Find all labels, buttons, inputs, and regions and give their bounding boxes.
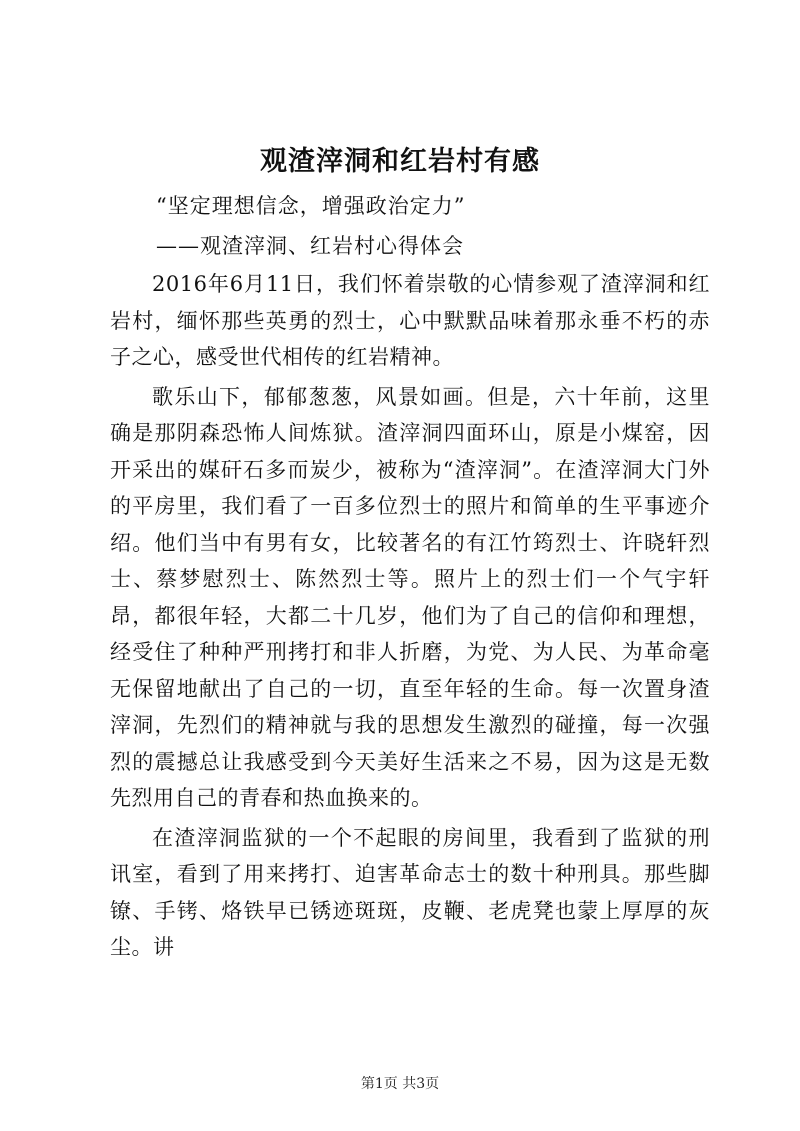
paragraph: 2016年6月11日，我们怀着崇敬的心情参观了渣滓洞和红岩村，缅怀那些英勇的烈士，心中默默品味着那永垂不朽的赤子之心，感受世代相传的红岩精神。: [110, 272, 710, 369]
paragraph: 在渣滓洞监狱的一个不起眼的房间里，我看到了监狱的刑讯室，看到了用来拷打、迫害革命志士的数十种刑具。那些脚镣、手铐、烙铁早已锈迹斑斑，皮鞭、老虎凳也蒙上厚厚的灰尘。讲: [110, 825, 710, 959]
paragraph: 歌乐山下，郁郁葱葱，风景如画。但是，六十年前，这里确是那阴森恐怖人间炼狱。渣滓洞四面环山，原是小煤窑，因开采出的媒矸石多而炭少，被称为“渣滓洞”。在渣滓洞大门外的平房里，我们看了一百多位烈士的照片和简单的生平事迹介绍。他们当中有男有女，比较著名的有江竹筠烈士、许晓轩烈士、蔡梦慰烈士、陈然烈士等。照片上的烈士们一个气宇轩昂，都很年轻，大都二十几岁，他们为了自己的信仰和理想，经受住了种种严刑拷打和非人折磨，为党、为人民、为革命毫无保留地献出了自己的一切，直至年轻的生命。每一次置身渣滓洞，先烈们的精神就与我的思想发生激烈的碰撞，每一次强烈的震撼总让我感受到今天美好生活来之不易，因为这是无数先烈用自己的青春和热血换来的。: [110, 384, 710, 810]
document-title: 观渣滓洞和红岩村有感: [260, 146, 540, 177]
document-byline: ——观渣滓洞、红岩村心得体会: [156, 234, 464, 258]
document-body: [110, 266, 710, 969]
document-subtitle: “坚定理想信念，增强政治定力”: [156, 194, 466, 218]
page-footer: 第1页 共3页: [360, 1076, 440, 1092]
